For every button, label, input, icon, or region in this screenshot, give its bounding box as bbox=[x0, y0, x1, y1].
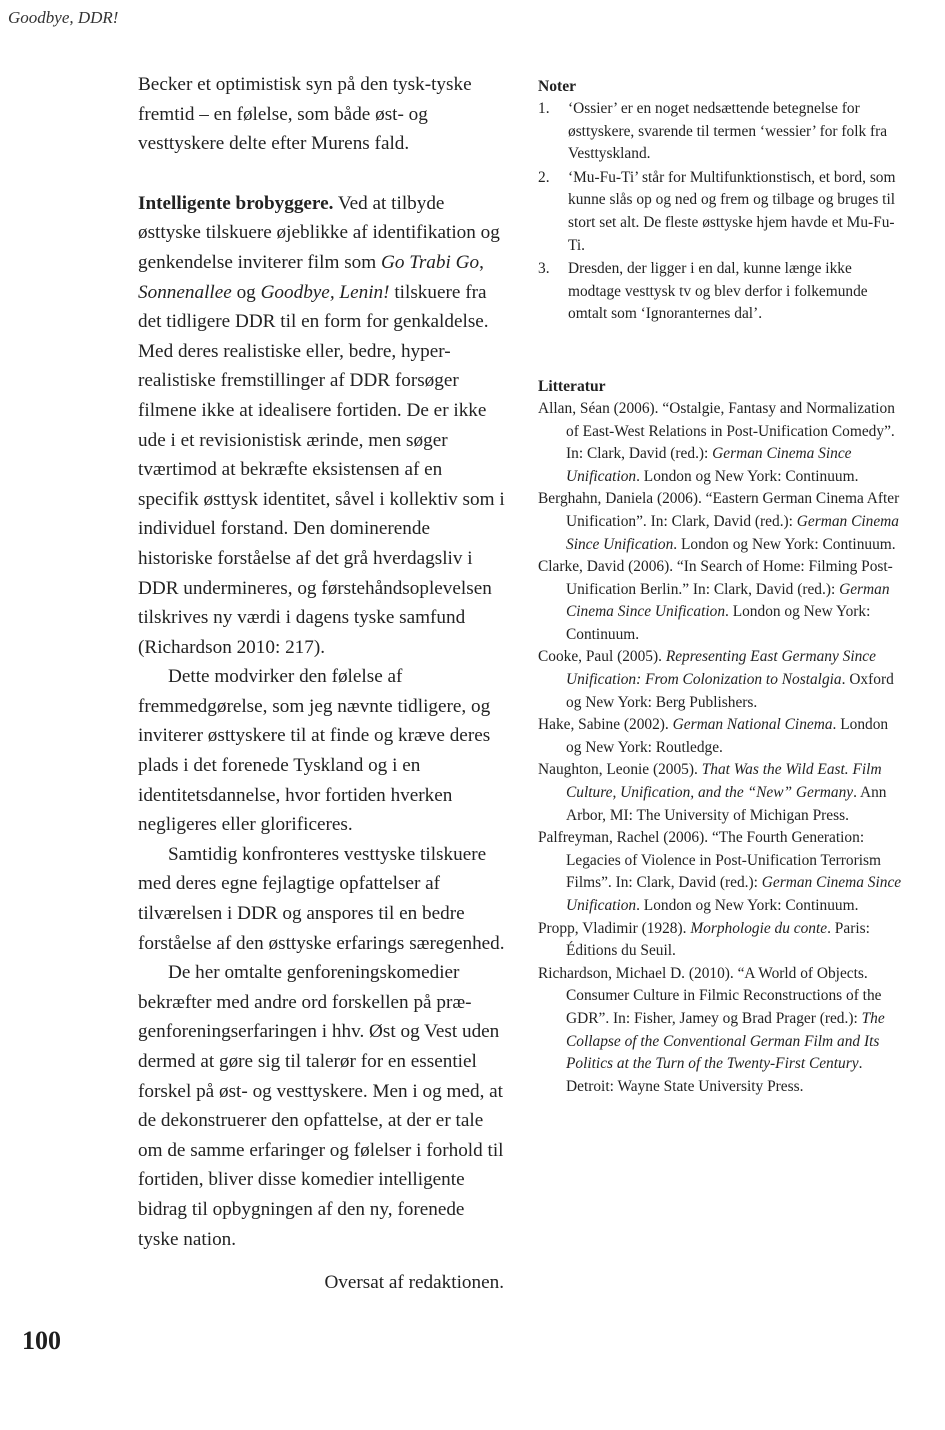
reference-entry bbox=[538, 918, 904, 963]
reference-text: Cooke, Paul (2005). bbox=[538, 648, 666, 666]
note-text: ‘Mu-Fu-Ti’ står for Multifunktionstisch, et bord, som kunne slås op og ned og frem og tilbage og bruges til stort set alt. De fleste østtyske hjem havde et Mu-Fu-Ti. bbox=[568, 168, 896, 254]
reference-text: Hake, Sabine (2002). bbox=[538, 716, 673, 734]
reference-text: Naughton, Leonie (2005). bbox=[538, 761, 702, 779]
reference-text: Allan, Séan (2006). “Ostalgie, Fantasy and Normalization of East-West Relations in Post-Unification Comedy”. In: Clark, David (red.): bbox=[538, 399, 895, 463]
running-head: Goodbye, DDR! bbox=[8, 8, 119, 27]
reference-text: . London og New York: Continuum. bbox=[636, 897, 859, 914]
paragraph-5: De her omtalte genforeningskomedier bekræfter med andre ord forskellen på præ-genforeningserfaringen i hhv. Øst og Vest uden dermed at gøre sig til talerør for en essentiel forskel på øst- og vesttyskere. Men i og med, at de dekonstruerer den opfattelse, at der er tale om de samme erfaringer og følelser i forhold til fortiden, bliver disse komedier intelligente bidrag til opbygningen af den ny, forenede tyske nation. bbox=[138, 962, 504, 1250]
notes-heading: Noter bbox=[538, 78, 577, 95]
paragraph-2-text-c: og bbox=[231, 281, 261, 303]
reference-entry bbox=[538, 759, 904, 827]
note-number: 3. bbox=[538, 260, 550, 278]
reference-text: . Ann Arbor, MI: The University of Michigan Press. bbox=[566, 784, 887, 824]
reference-text: . London og New York: Continuum. bbox=[673, 535, 896, 553]
translator-credit: Oversat af redaktionen. bbox=[324, 1272, 504, 1294]
note-text: ‘Ossier’ er en noget nedsættende betegnelse for østtyskere, svarende til termen ‘wessier’ for folk fra Vesttyskland. bbox=[568, 100, 888, 163]
paragraph-2 bbox=[138, 189, 506, 663]
reference-text: Palfreyman, Rachel (2006). “The Fourth Generation: Legacies of Violence in Post-Unification Terrorism Films”. In: Clark, David (red.): bbox=[538, 829, 881, 892]
reference-title: That Was the Wild East. Film Culture, Unification, and the “New” Germany bbox=[566, 761, 882, 802]
paragraph-4: Samtidig konfronteres vesttyske tilskuere med deres egne fejlagtige opfattelser af tilværelsen i DDR og anspores til en bedre forståelse af den østtyske erfarings særegenhed. bbox=[138, 843, 505, 954]
paragraph-2-text-d: tilskuere fra det tidligere DDR til en form for genkaldelse. Med deres realistiske eller, bedre, hyper-realistiske fremstillinger af DDR forsøger filmene ikke at idealisere fortiden. De er ikke ude i et revisionistisk ærinde, men søger tværtimod at bekræfte eksistensen af en specifik østtysk identitet, såvel i kollektiv som i individuel forstand. Den dominerende historiske forståelse af det grå hverdagsliv i DDR undermineres, og førstehåndsoplevelsen tilskrives ny værdi i dagens tyske samfund (Richardson 2010: 217). bbox=[138, 281, 505, 658]
note-item bbox=[538, 258, 904, 326]
note-item bbox=[538, 167, 904, 257]
film-title-go-trabi-go: Go Trabi Go bbox=[380, 251, 480, 273]
reference-text: Berghahn, Daniela (2006). “Eastern German Cinema After Unification”. In: Clark, David (red.): bbox=[538, 490, 900, 530]
note-item bbox=[538, 98, 904, 166]
reference-entry bbox=[538, 646, 904, 714]
paragraph-3: Dette modvirker den følelse af fremmedgørelse, som jeg nævnte tidligere, og inviterer østtyskere til at finde og kræve deres plads i det forenede Tyskland og i en identitetsdannelse, hvor fortiden hverken negligeres eller glorificeres. bbox=[138, 666, 491, 836]
reference-title: German Cinema Since Unification bbox=[566, 512, 899, 553]
note-number: 2. bbox=[538, 168, 550, 186]
film-title-sonnenallee: Sonnenallee bbox=[138, 281, 232, 303]
main-column bbox=[138, 70, 506, 1298]
reference-title: German Cinema Since Unification bbox=[566, 874, 902, 914]
reference-text: . Detroit: Wayne State University Press. bbox=[566, 1055, 863, 1095]
reference-title: German National Cinema bbox=[672, 716, 833, 734]
reference-text: Propp, Vladimir (1928). bbox=[538, 919, 691, 937]
reference-title: German Cinema Since Unification bbox=[566, 445, 852, 485]
reference-title: Representing East Germany Since Unification: From Colonization to Nostalgia bbox=[566, 648, 876, 689]
paragraph-2-text-b: , bbox=[479, 251, 484, 273]
reference-title: Morphologie du conte bbox=[690, 919, 828, 937]
reference-text: . London og New York: Routledge. bbox=[566, 716, 889, 756]
reference-entry bbox=[538, 827, 904, 917]
reference-text: Richardson, Michael D. (2010). “A World of Objects. Consumer Culture in Filmic Reconstructions of the GDR”. In: Fisher, Jamey og Brad Prager (red.): bbox=[538, 964, 882, 1027]
page-number: 100 bbox=[22, 1326, 61, 1355]
note-number: 1. bbox=[538, 100, 550, 117]
note-text: Dresden, der ligger i en dal, kunne længe ikke modtage vesttysk tv og blev derfor i folkemunde omtalt som ‘Ignoranternes dal’. bbox=[568, 260, 868, 323]
reference-text: . London og New York: Continuum. bbox=[566, 603, 871, 643]
reference-text: . Paris: Éditions du Seuil. bbox=[566, 919, 870, 960]
section-heading-intelligente-brobyggere: Intelligente brobyggere. bbox=[138, 192, 334, 214]
side-column bbox=[538, 76, 904, 1098]
paragraph-2-text-a: Ved at tilbyde østtyske tilskuere øjeblikke af identifikation og genkendelse inviterer film som bbox=[138, 192, 500, 273]
reference-text: . Oxford og New York: Berg Publishers. bbox=[566, 671, 894, 711]
literature-section bbox=[538, 376, 904, 1098]
reference-title: German Cinema Since Unification bbox=[566, 580, 890, 621]
paragraph-1: Becker et optimistisk syn på den tysk-tyske fremtid – en følelse, som både øst- og vesttyskere delte efter Murens fald. bbox=[138, 74, 472, 155]
notes-section bbox=[538, 76, 904, 326]
film-title-goodbye-lenin: Goodbye, Lenin! bbox=[260, 281, 390, 303]
reference-entry bbox=[538, 488, 904, 556]
reference-entry bbox=[538, 398, 904, 488]
notes-list bbox=[538, 98, 904, 326]
reference-title: The Collapse of the Conventional German Film and Its Politics at the Turn of the Twenty-First Century bbox=[566, 1009, 885, 1073]
reference-entry bbox=[538, 963, 904, 1099]
reference-entry bbox=[538, 714, 904, 759]
literature-heading: Litteratur bbox=[538, 377, 606, 395]
reference-text: . London og New York: Continuum. bbox=[636, 467, 859, 485]
reference-text: Clarke, David (2006). “In Search of Home: Filming Post-Unification Berlin.” In: Clark, David (red.): bbox=[538, 558, 893, 598]
reference-entry bbox=[538, 556, 904, 646]
